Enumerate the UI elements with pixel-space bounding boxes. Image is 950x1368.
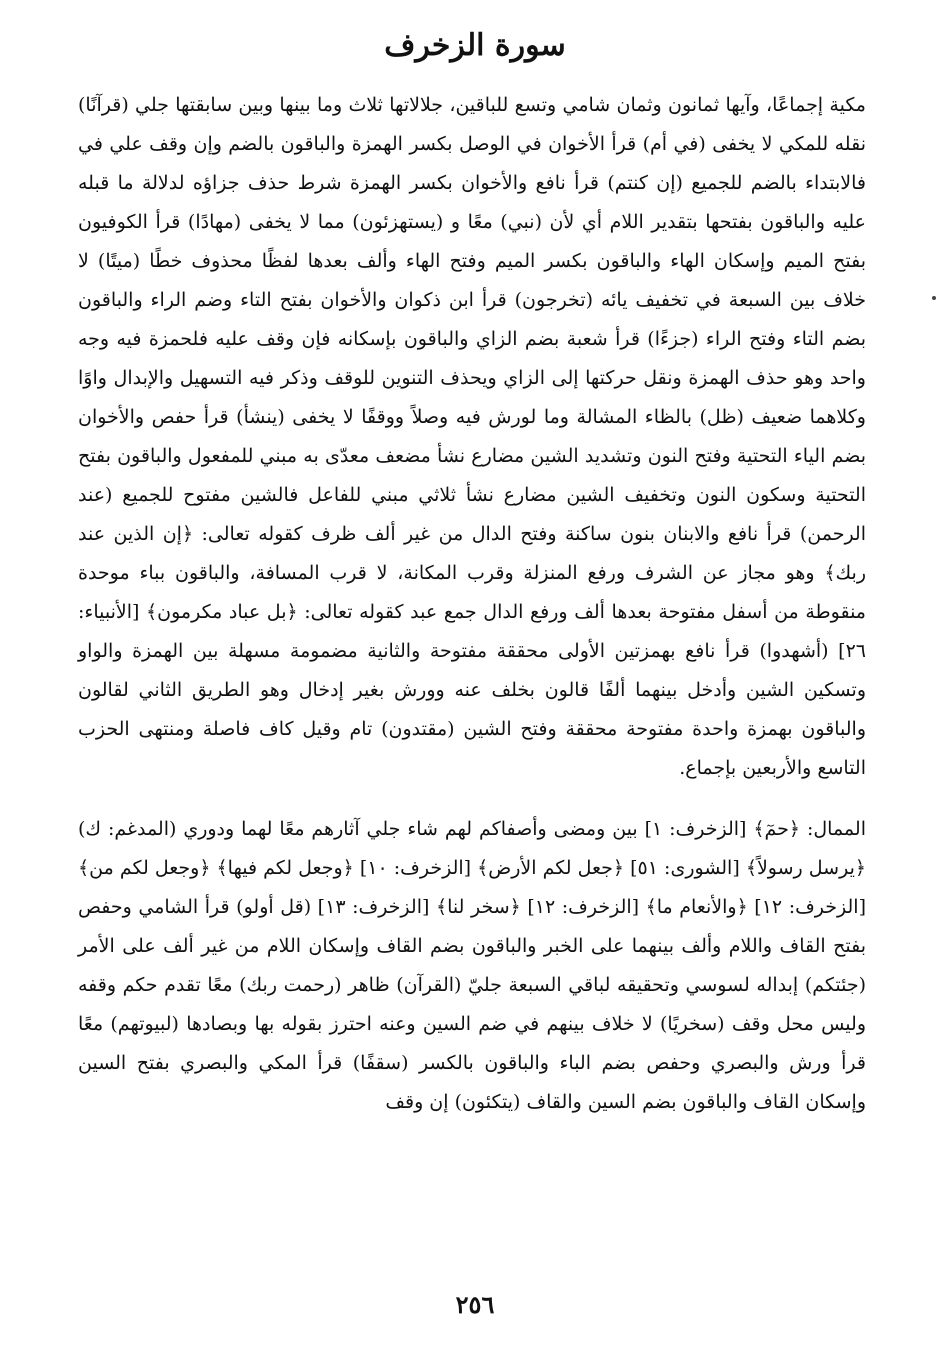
- page-number: ٢٥٦: [455, 1290, 495, 1319]
- paragraph-commentary: مكية إجماعًا، وآيها ثمانون وثمان شامي وتسع للباقين، جلالاتها ثلاث وما بينها وبين سابقتها جلي (قرآنًا) نقله للمكي لا يخفى (في أم) قرأ الأخوان في الوصل بكسر الهمزة والباقون بالضم وإن وقف علي في فالابتداء بالضم للجميع (إن كنتم) قرأ نافع والأخوان بكسر الهمزة شرط حذف جزاؤه لدلالة ما قبله عليه والباقون بفتحها بتقدير اللام أي لأن (نبي) معًا و (يستهزئون) مما لا يخفى (مهادًا) قرأ الكوفيون بفتح الميم وإسكان الهاء والباقون بكسر الميم وفتح الهاء وألف بعدها لفظًا محذوف خطًا (ميتًا) لا خلاف بين السبعة في تخفيف يائه (تخرجون) قرأ ابن ذكوان والأخوان بفتح التاء وضم الراء والباقون بضم التاء وفتح الراء (جزءًا) قرأ شعبة بضم الزاي والباقون بإسكانه فإن وقف عليه فلحمزة فيه وجه واحد وهو حذف الهمزة ونقل حركتها إلى الزاي ويحذف التنوين للوقف وذكر فيه التسهيل والإبدال واوًا وكلاهما ضعيف (ظل) بالظاء المشالة وما لورش فيه وصلاً ووقفًا لا يخفى (ينشأ) قرأ حفص والأخوان بضم الياء التحتية وفتح النون وتشديد الشين مضارع نشأ مضعف معدّى به مبني للمفعول والباقون بفتح التحتية وسكون النون وتخفيف الشين مضارع نشأ ثلاثي مبني للفاعل فالشين مفتوح للجميع (عند الرحمن) قرأ نافع والابنان بنون ساكنة وفتح الدال من غير ألف ظرف كقوله تعالى: ﴿إن الذين عند ربك﴾ وهو مجاز عن الشرف ورفع المنزلة وقرب المكانة، لا قرب المسافة، والباقون بباء موحدة منقوطة من أسفل مفتوحة بعدها ألف ورفع الدال جمع عبد كقوله تعالى: ﴿بل عباد مكرمون﴾ [الأنبياء: ٢٦] (أشهدوا) قرأ نافع بهمزتين الأولى محققة مفتوحة والثانية مضمومة مسهلة بين الهمزة والواو وتسكين الشين وأدخل بينهما ألفًا قالون بخلف عنه وورش بغير إدخال وهو الطريق الثاني لقالون والباقون بهمزة واحدة مفتوحة محققة وفتح الشين (مقتدون) تام وقيل كاف فاصلة ومنتهى الحزب التاسع والأربعين بإجماع.: [78, 94, 866, 779]
- paragraph-mumal: الممال: ﴿حمٓ﴾ [الزخرف: ١] بين ومضى وأصفاكم لهم شاء جلي آثارهم معًا لهما ودوري (المدغم: ك) ﴿يرسل رسولاً﴾ [الشورى: ٥١] ﴿جعل لكم الأرض﴾ [الزخرف: ١٠] ﴿وجعل لكم فيها﴾ ﴿وجعل لكم من﴾ [الزخرف: ١٢] ﴿والأنعام ما﴾ [الزخرف: ١٢] ﴿سخر لنا﴾ [الزخرف: ١٣] (قل أولو) قرأ الشامي وحفص بفتح القاف واللام وألف بينهما على الخبر والباقون بضم القاف وإسكان اللام من غير ألف على الأمر (جئتكم) إبداله لسوسي وتحقيقه لباقي السبعة جليّ (القرآن) ظاهر (رحمت ربك) معًا تقدم حكم وقفه وليس محل وقف (سخريًا) لا خلاف بينهم في ضم السين وعنه احترز بقوله بها وبصادها (لبيوتهم) معًا قرأ ورش والبصري وحفص بضم الباء والباقون بالكسر (سقفًا) قرأ المكي والبصري بفتح السين وإسكان القاف والباقون بضم السين والقاف (يتكئون) إن وقف: [78, 818, 867, 1113]
- body-text: [78, 86, 866, 1122]
- surah-title: سورة الزخرف: [384, 28, 566, 63]
- margin-speck: [932, 296, 936, 300]
